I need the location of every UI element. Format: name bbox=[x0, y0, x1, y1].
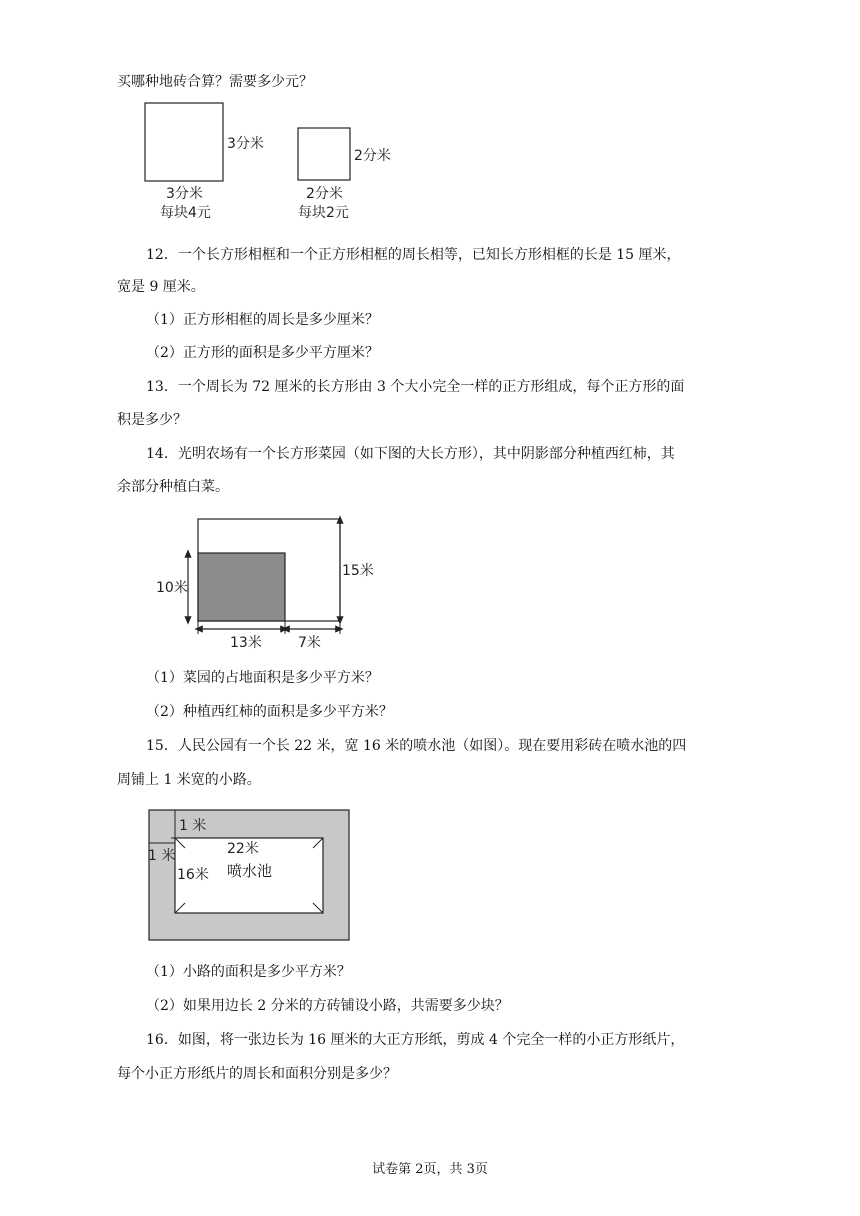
q14-sub-2: （2）种植西红柿的面积是多少平方米？ bbox=[146, 704, 393, 720]
pool-length-label: 22米 bbox=[227, 841, 259, 857]
big-tile-square bbox=[145, 103, 223, 181]
small-tile-price-label: 每块2元 bbox=[298, 205, 349, 221]
left-dimension-label: 10米 bbox=[156, 580, 188, 596]
bottom-dimension-label-a: 13米 bbox=[230, 635, 262, 651]
right-dimension-label: 15米 bbox=[342, 563, 374, 579]
q14-line-2: 余部分种植白菜。 bbox=[117, 479, 229, 495]
pool-name-label: 喷水池 bbox=[227, 862, 273, 880]
small-tile-square bbox=[298, 128, 350, 180]
garden-figure bbox=[150, 510, 390, 660]
big-tile-bottom-label: 3分米 bbox=[166, 186, 203, 202]
q15-sub-2: （2）如果用边长 2 分米的方砖铺设小路，共需要多少块？ bbox=[146, 998, 509, 1014]
small-tile-side-label: 2分米 bbox=[354, 148, 391, 164]
pool-width-label: 16米 bbox=[177, 867, 209, 883]
q13-line-1: 13．一个周长为 72 厘米的长方形由 3 个大小完全一样的正方形组成，每个正方形的面 bbox=[146, 379, 685, 395]
big-tile-price-label: 每块4元 bbox=[160, 205, 211, 221]
pool-figure bbox=[145, 805, 355, 945]
tomato-shaded-rect bbox=[198, 553, 285, 621]
q16-line-2: 每个小正方形纸片的周长和面积分别是多少？ bbox=[117, 1066, 397, 1082]
q14-sub-1: （1）菜园的占地面积是多少平方米？ bbox=[146, 670, 379, 686]
page-footer: 试卷第 2页，共 3页 bbox=[372, 1162, 488, 1177]
q11-intro-line: 买哪种地砖合算？需要多少元？ bbox=[117, 74, 313, 90]
q12-line-1: 12．一个长方形相框和一个正方形相框的周长相等，已知长方形相框的长是 15 厘米， bbox=[146, 247, 681, 263]
q13-line-2: 积是多少？ bbox=[117, 412, 187, 428]
tiles-figure bbox=[140, 100, 400, 225]
q12-sub-2: （2）正方形的面积是多少平方厘米？ bbox=[146, 345, 379, 361]
top-gap-label: 1 米 bbox=[179, 818, 207, 834]
q15-sub-1: （1）小路的面积是多少平方米？ bbox=[146, 964, 351, 980]
small-tile-bottom-label: 2分米 bbox=[306, 186, 343, 202]
q14-line-1: 14．光明农场有一个长方形菜园（如下图的大长方形），其中阴影部分种植西红柿，其 bbox=[146, 446, 675, 462]
q16-line-1: 16．如图，将一张边长为 16 厘米的大正方形纸，剪成 4 个完全一样的小正方形纸片， bbox=[146, 1032, 685, 1048]
big-tile-side-label: 3分米 bbox=[227, 136, 264, 152]
left-gap-label: 1 米 bbox=[148, 848, 176, 864]
q15-line-1: 15．人民公园有一个长 22 米，宽 16 米的喷水池（如图）。现在要用彩砖在喷水池的四 bbox=[146, 738, 687, 754]
q12-line-2: 宽是 9 厘米。 bbox=[117, 279, 205, 295]
q15-line-2: 周铺上 1 米宽的小路。 bbox=[117, 772, 261, 788]
bottom-dimension-label-b: 7米 bbox=[298, 635, 321, 651]
q12-sub-1: （1）正方形相框的周长是多少厘米？ bbox=[146, 312, 379, 328]
